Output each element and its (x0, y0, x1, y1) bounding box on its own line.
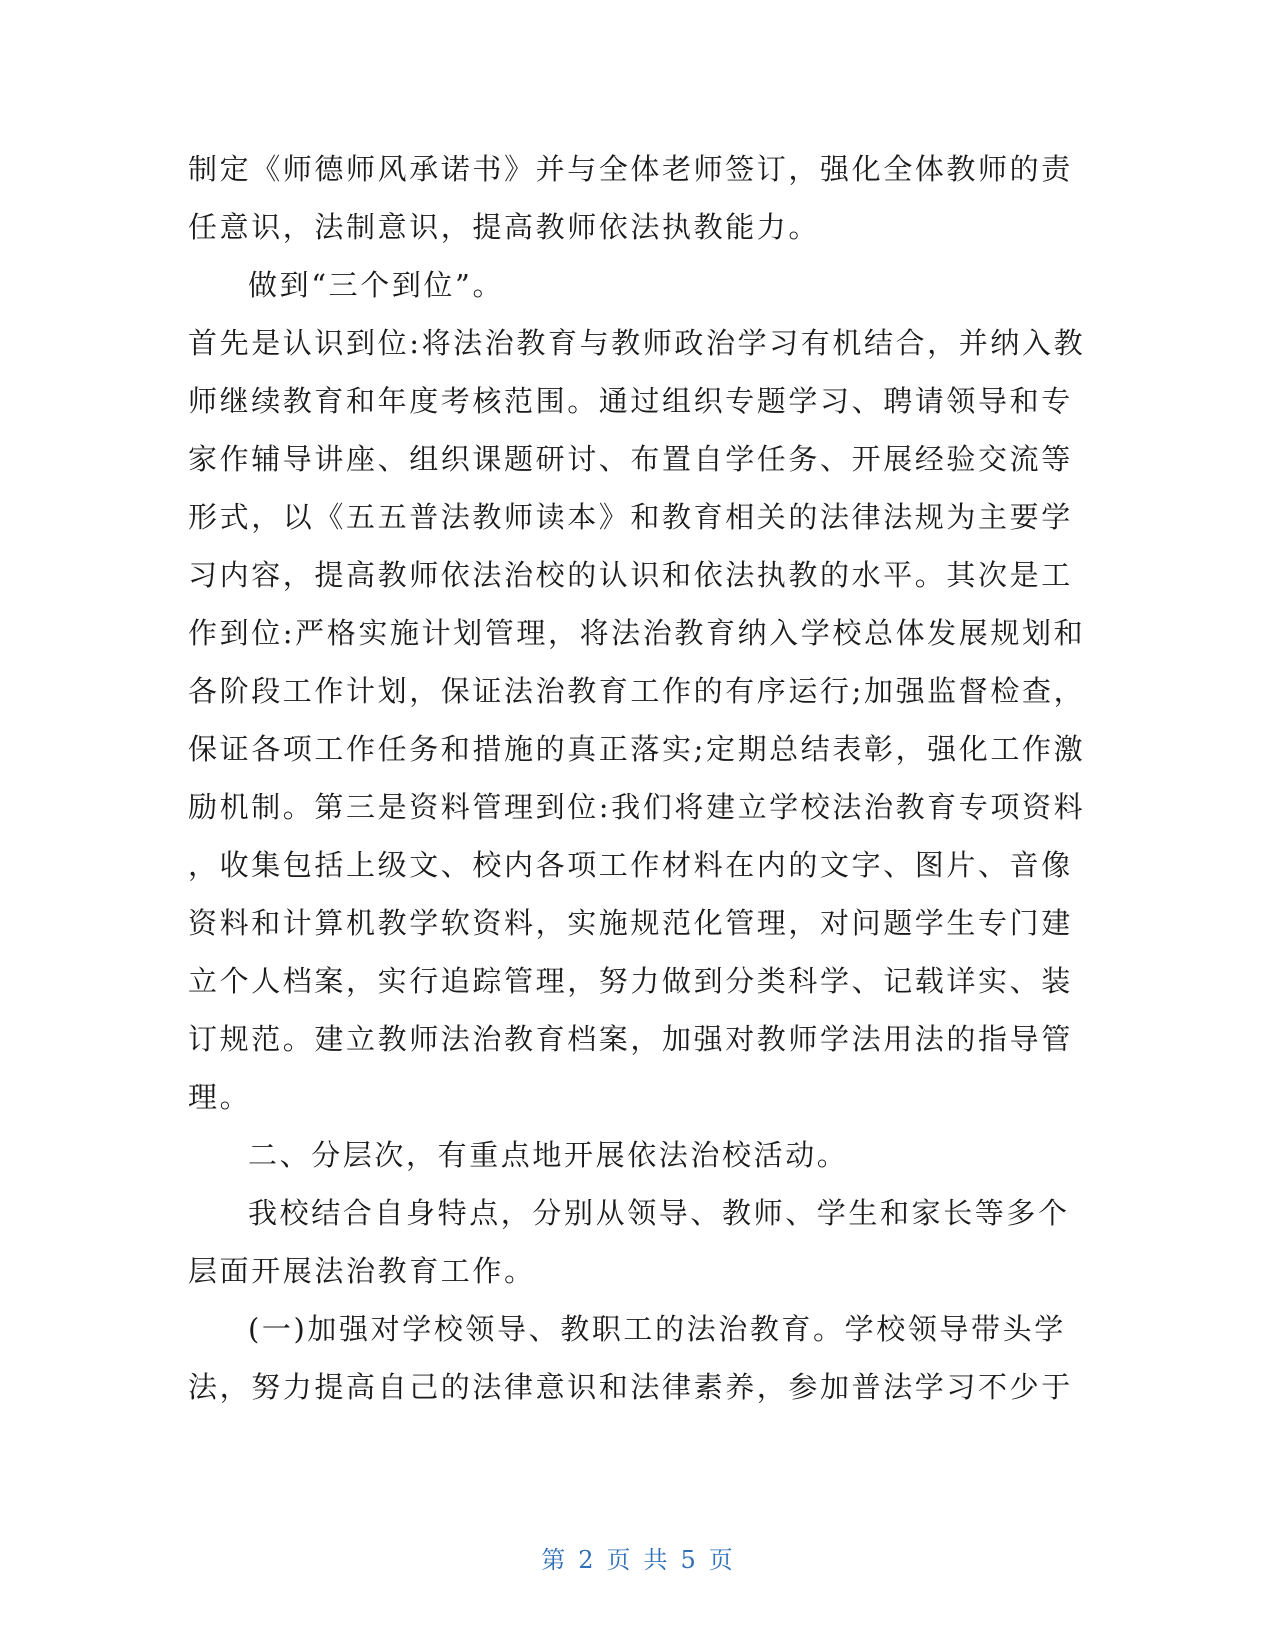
total-pages-number: 5 (680, 1546, 697, 1574)
footer-label-di: 第 (541, 1546, 567, 1574)
footer-label-ye2: 页 (708, 1546, 734, 1574)
text-line: 习内容，提高教师依法治校的认识和依法执教的水平。其次是工 (188, 558, 1073, 592)
text-line: 做到“三个到位”。 (248, 268, 505, 302)
text-line: 师继续教育和年度考核范围。通过组织专题学习、聘请领导和专 (188, 384, 1073, 418)
text-line: 资料和计算机教学软资料，实施规范化管理，对问题学生专门建 (188, 906, 1073, 940)
text-line: 立个人档案，实行追踪管理，努力做到分类科学、记载详实、装 (188, 964, 1073, 998)
text-line: 首先是认识到位:将法治教育与教师政治学习有机结合，并纳入教 (188, 326, 1086, 360)
text-line: 法，努力提高自己的法律意识和法律素养，参加普法学习不少于 (188, 1370, 1073, 1404)
text-line: 家作辅导讲座、组织课题研讨、布置自学任务、开展经验交流等 (188, 442, 1073, 476)
text-line: 任意识，法制意识，提高教师依法执教能力。 (188, 210, 821, 244)
current-page-number: 2 (578, 1546, 595, 1574)
footer-label-gong: 共 (643, 1546, 669, 1574)
text-line: 制定《师德师风承诺书》并与全体老师签订，强化全体教师的责 (188, 152, 1073, 186)
footer-label-ye: 页 (606, 1546, 632, 1574)
text-line: ，收集包括上级文、校内各项工作材料在内的文字、图片、音像 (188, 848, 1073, 882)
text-line: 订规范。建立教师法治教育档案，加强对教师学法用法的指导管 (188, 1022, 1073, 1056)
text-line: 保证各项工作任务和措施的真正落实;定期总结表彰，强化工作激 (188, 732, 1086, 766)
text-line: 我校结合自身特点，分别从领导、教师、学生和家长等多个 (248, 1196, 1070, 1230)
text-line: 理。 (188, 1080, 252, 1114)
text-line: 各阶段工作计划，保证法治教育工作的有序运行;加强监督检查， (188, 674, 1086, 708)
text-line: 作到位:严格实施计划管理，将法治教育纳入学校总体发展规划和 (188, 616, 1086, 650)
document-body (188, 140, 1086, 1416)
text-line: 层面开展法治教育工作。 (188, 1254, 536, 1288)
section-heading: 二、分层次，有重点地开展依法治校活动。 (248, 1138, 849, 1172)
page-footer (0, 1540, 1275, 1575)
text-line: 励机制。第三是资料管理到位:我们将建立学校法治教育专项资料 (188, 790, 1086, 824)
text-line: 形式，以《五五普法教师读本》和教育相关的法律法规为主要学 (188, 500, 1073, 534)
text-line: (一)加强对学校领导、教职工的法治教育。学校领导带头学 (248, 1312, 1066, 1346)
